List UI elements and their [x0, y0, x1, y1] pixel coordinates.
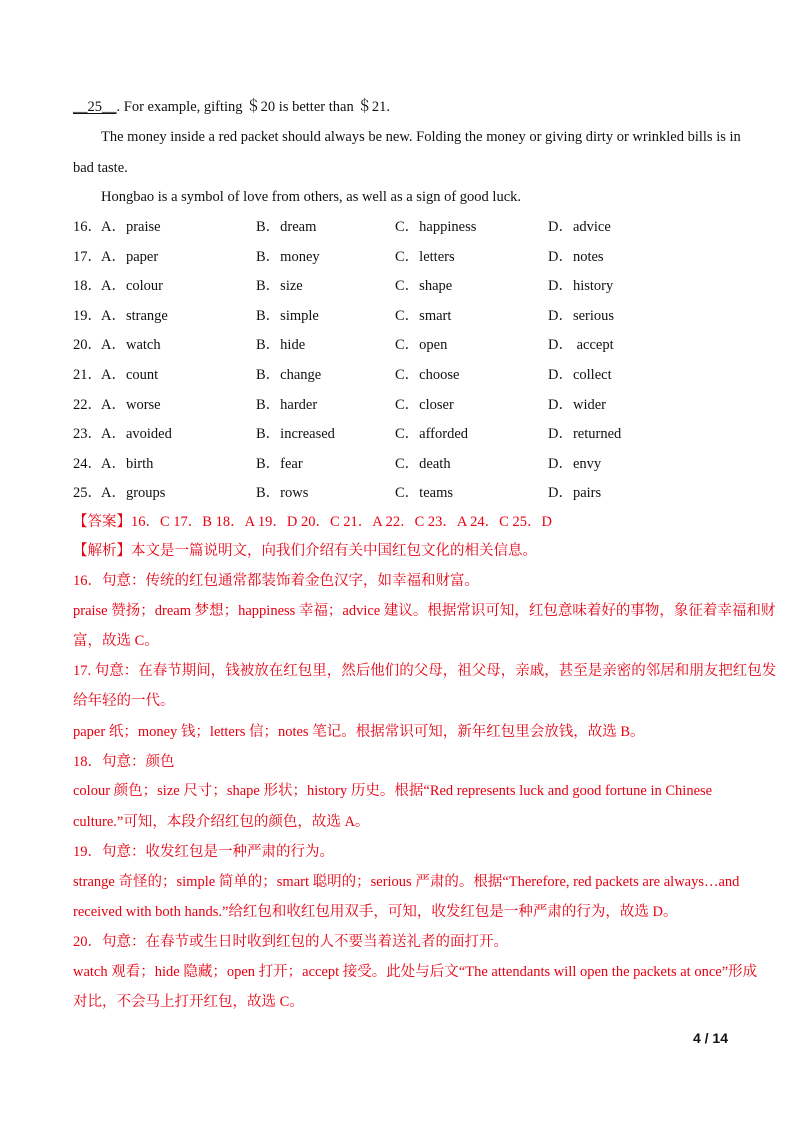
- question-number: 16．: [73, 219, 102, 235]
- option-a: A．strange: [101, 307, 168, 324]
- option-d: D．wider: [548, 396, 606, 413]
- option-c: C．shape: [395, 278, 453, 295]
- question-number: 21．: [73, 367, 102, 383]
- question-number: 25．: [73, 485, 102, 502]
- q17-explanation: paper 纸；money 钱；letters 信；notes 笔记。根据常识可知，新年红包里会放钱，故选 B。: [73, 724, 645, 740]
- question-number: 18．: [73, 278, 102, 295]
- q16-meaning: 16．句意：传统的红包通常都装饰着金色汉字，如幸福和财富。: [73, 573, 479, 589]
- option-b: B．fear: [256, 455, 303, 472]
- q19-meaning: 19．句意：收发红包是一种严肃的行为。: [73, 844, 334, 860]
- option-a: A．watch: [101, 337, 161, 354]
- question-row: [73, 306, 753, 326]
- option-c: C．teams: [395, 485, 453, 502]
- option-a: A．avoided: [101, 426, 172, 443]
- q19-explanation-line-2: received with both hands.”给红包和收红包用双手，可知，收发红包是一种严肃的行为，故选 D。: [73, 904, 678, 920]
- question-number: 22．: [73, 396, 102, 413]
- passage-paragraph-2-line-1: The money inside a red packet should always be new. Folding the money or giving dirty or wrinkled bills is in: [101, 129, 741, 145]
- q18-meaning: 18．句意：颜色: [73, 754, 175, 770]
- q20-meaning: 20．句意：在春节或生日时收到红包的人不要当着送礼者的面打开。: [73, 934, 508, 950]
- option-c: C．closer: [395, 396, 454, 413]
- page-number: 4 / 14: [692, 1030, 728, 1046]
- question-row: [73, 276, 753, 296]
- option-c: C．smart: [395, 307, 452, 324]
- option-c: C．letters: [395, 248, 455, 265]
- option-d: D．returned: [548, 426, 622, 443]
- option-c: C．afforded: [395, 426, 469, 443]
- q18-explanation-line-1: colour 颜色；size 尺寸；shape 形状；history 历史。根据“Red represents luck and good fortune in Chinese: [73, 783, 713, 799]
- option-d: D．serious: [548, 307, 615, 324]
- question-row: [73, 483, 753, 503]
- option-d: D．history: [548, 278, 614, 295]
- question-row: [73, 424, 753, 444]
- option-d: D．pairs: [548, 485, 602, 502]
- question-row: [73, 335, 753, 355]
- option-b: B．hide: [256, 337, 306, 354]
- option-b: B．rows: [256, 485, 309, 502]
- option-d: D．collect: [548, 367, 612, 383]
- question-row: [73, 217, 753, 237]
- option-b: B．harder: [256, 396, 318, 413]
- option-d: D．envy: [548, 455, 602, 472]
- q19-explanation-line-1: strange 奇怪的；simple 简单的；smart 聪明的；serious 严肃的。根据“Therefore, red packets are always…and: [73, 874, 740, 890]
- option-a: A．paper: [101, 248, 159, 265]
- option-a: A．groups: [101, 485, 166, 502]
- q16-explanation-line-1: praise 赞扬；dream 梦想；happiness 幸福；advice 建议。根据常识可知，红包意味着好的事物，象征着幸福和财: [73, 603, 776, 619]
- blank-25: __25__: [73, 99, 117, 115]
- option-d: D．advice: [548, 219, 611, 235]
- q18-explanation-line-2: culture.”可知，本段介绍红包的颜色，故选 A。: [73, 814, 370, 830]
- option-b: B．change: [256, 367, 322, 383]
- option-a: A．praise: [101, 219, 161, 235]
- passage-paragraph-3: Hongbao is a symbol of love from others, as well as a sign of good luck.: [101, 189, 522, 205]
- option-c: C．death: [395, 455, 451, 472]
- option-c: C．happiness: [395, 219, 477, 235]
- question-number: 23．: [73, 426, 102, 443]
- analysis-intro: 【解析】本文是一篇说明文，向我们介绍有关中国红包文化的相关信息。: [73, 543, 537, 559]
- option-d: D．notes: [548, 248, 604, 265]
- option-b: B．dream: [256, 219, 317, 235]
- option-b: B．increased: [256, 426, 335, 443]
- option-c: C．open: [395, 337, 448, 354]
- option-a: A．birth: [101, 455, 154, 472]
- passage-line-25: [73, 97, 740, 117]
- passage-paragraph-2-line-2: bad taste.: [73, 160, 128, 176]
- question-row: [73, 454, 753, 474]
- option-b: B．money: [256, 248, 320, 265]
- question-number: 19．: [73, 307, 102, 324]
- q20-explanation-line-1: watch 观看；hide 隐藏；open 打开；accept 接受。此处与后文“The attendants will open the packets at once”形成: [73, 964, 758, 980]
- passage-line-25-text: . For example, gifting ＄20 is better than ＄21.: [116, 99, 390, 115]
- option-a: A．worse: [101, 396, 161, 413]
- option-d: D． accept: [548, 337, 614, 354]
- q17-meaning-line-2: 给年轻的一代。: [73, 693, 175, 709]
- q17-meaning-line-1: 17. 句意：在春节期间，钱被放在红包里，然后他们的父母，祖父母，亲戚，甚至是亲密的邻居和朋友把红包发: [73, 663, 777, 679]
- question-row: [73, 247, 753, 267]
- question-row: [73, 365, 753, 385]
- option-c: C．choose: [395, 367, 460, 383]
- option-b: B．simple: [256, 307, 319, 324]
- option-a: A．colour: [101, 278, 164, 295]
- q16-explanation-line-2: 富，故选 C。: [73, 633, 159, 649]
- question-row: [73, 395, 753, 415]
- option-b: B．size: [256, 278, 303, 295]
- option-a: A．count: [101, 367, 159, 383]
- answer-key: 【答案】16．C 17．B 18．A 19．D 20．C 21．A 22．C 23．A 24．C 25．D: [73, 514, 552, 530]
- question-number: 17．: [73, 248, 102, 265]
- q20-explanation-line-2: 对比，不会马上打开红包，故选 C。: [73, 994, 304, 1010]
- question-number: 20．: [73, 337, 102, 354]
- question-number: 24．: [73, 455, 102, 472]
